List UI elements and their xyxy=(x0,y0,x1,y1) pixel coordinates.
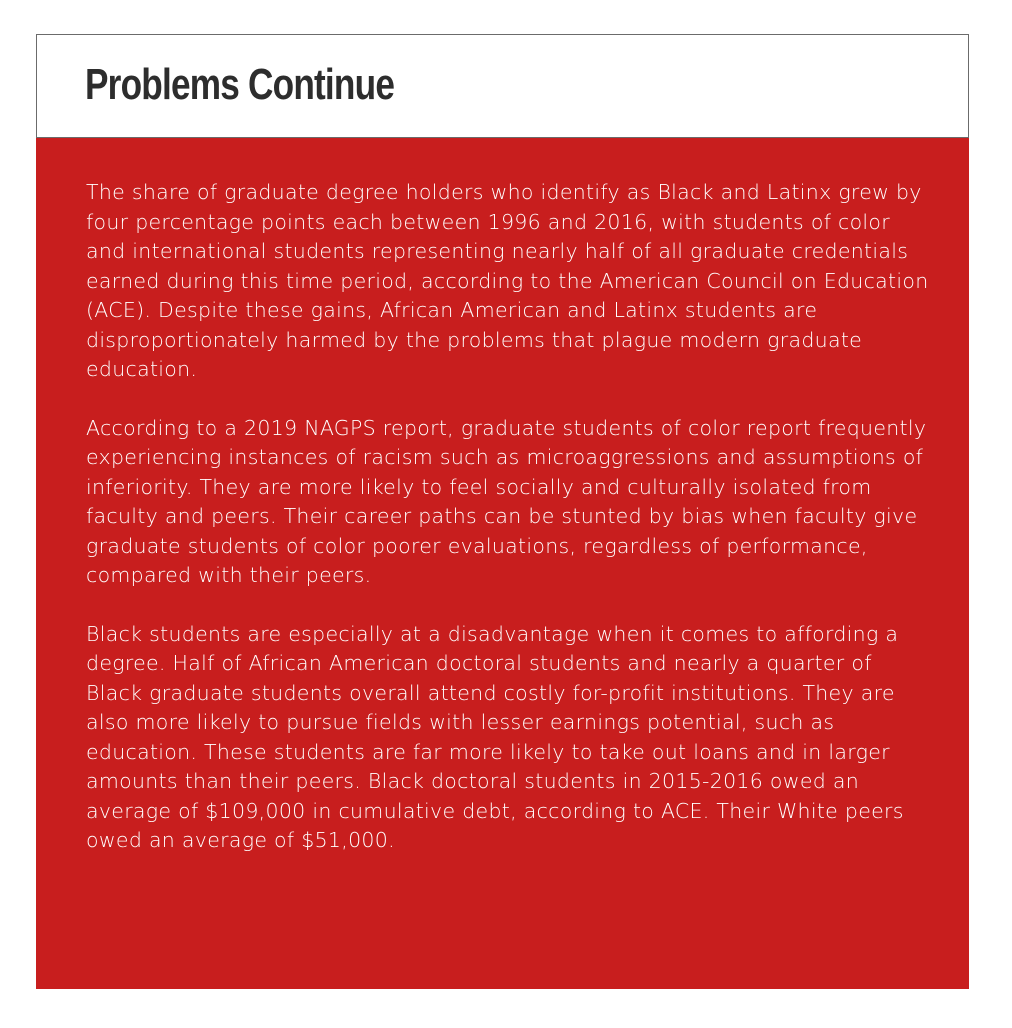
card-title: Problems Continue xyxy=(85,60,395,109)
card-header xyxy=(37,35,968,138)
paragraph-ace-degree-share: The share of graduate degree holders who identify as Black and Latinx grew by four percentage points each between 1996 and 2016, with students of color and international students representing nearly half of all graduate credentials earned during this time period, according to the American Council on Education (ACE). Despite these gains, African American and Latinx students are disproportionately harmed by the problems that plague modern graduate education. xyxy=(86,180,929,381)
paragraph-affordability: Black students are especially at a disadvantage when it comes to affording a degree. Half of African American doctoral students and nearly a quarter of Black graduate students overall attend costly for-profit institutions. They are also more likely to pursue fields with lesser earnings potential, such as education. These students are far more likely to take out loans and in larger amounts than their peers. Black doctoral students in 2015-2016 owed an average of $109,000 in cumulative debt, according to ACE. Their White peers owed an average of $51,000. xyxy=(86,621,904,852)
paragraph-nagps-report: According to a 2019 NAGPS report, graduate students of color report frequently experiencing instances of racism such as microaggressions and assumptions of inferiority. They are more likely to feel socially and culturally isolated from faculty and peers. Their career paths can be stunted by bias when faculty give graduate students of color poorer evaluations, regardless of performance, compared with their peers. xyxy=(86,415,927,587)
card-body xyxy=(36,138,969,989)
sidebar-card xyxy=(36,34,969,988)
